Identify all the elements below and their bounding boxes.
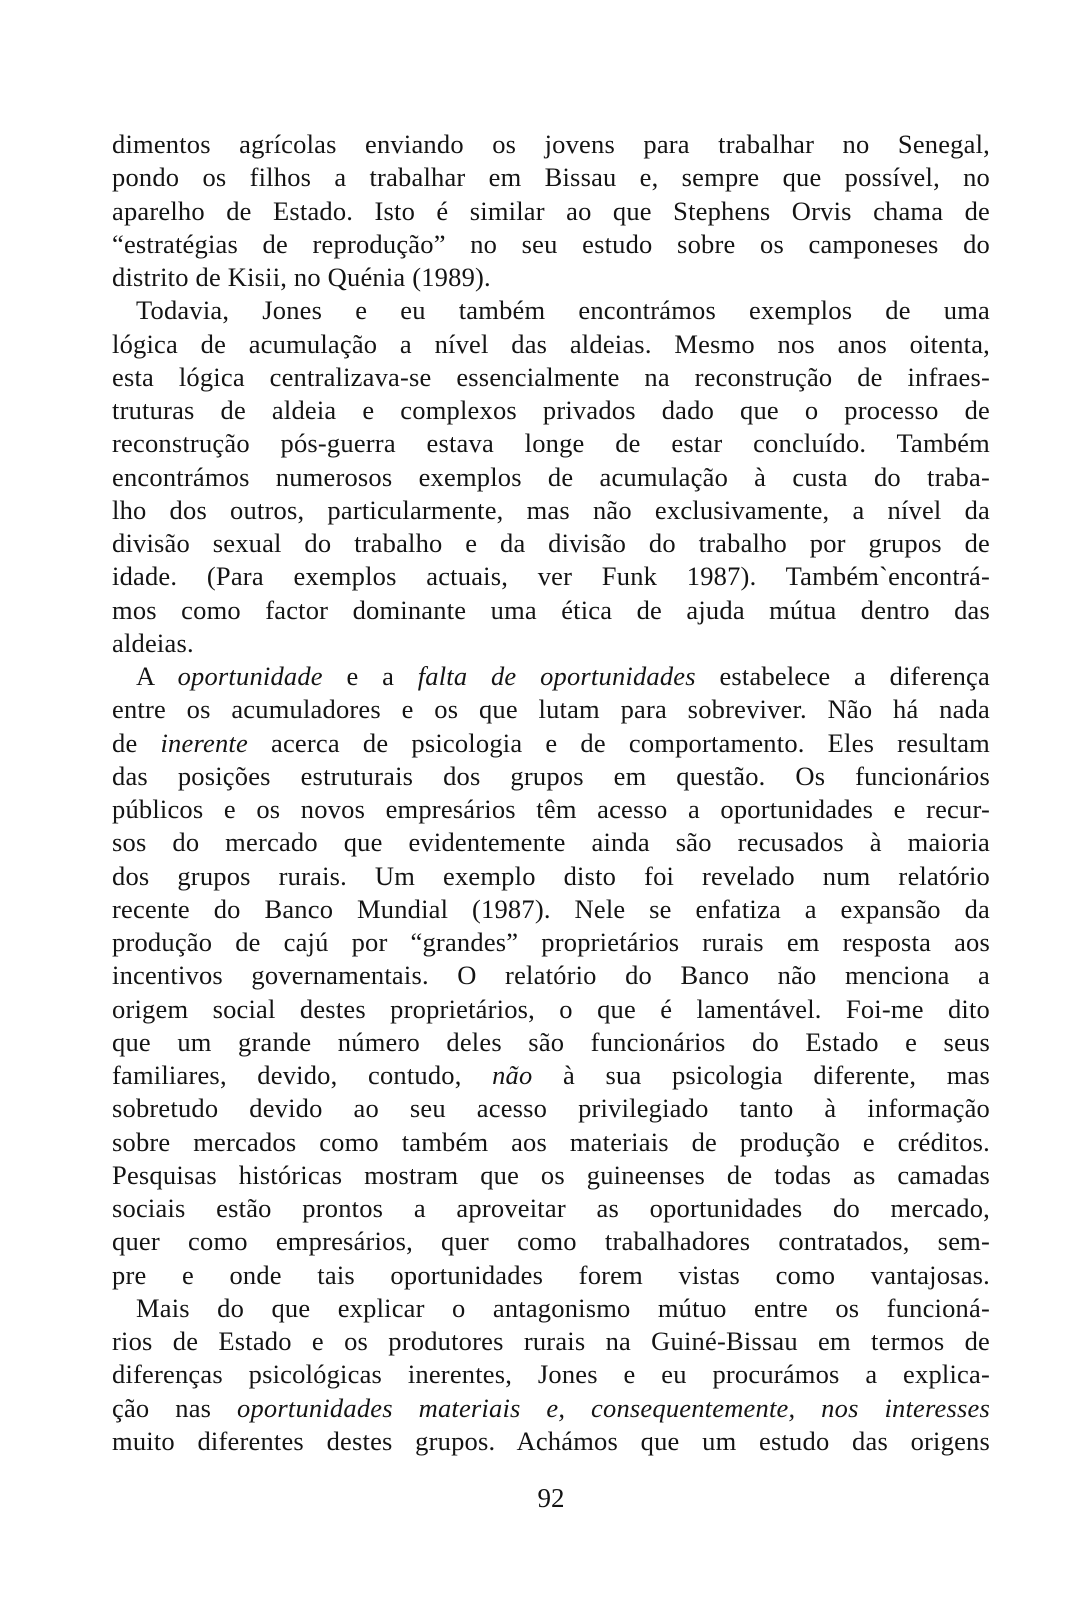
text-segment: encontrámos numerosos exemplos de acumulação à custa do traba-: [112, 461, 990, 492]
text-segment: e a: [322, 661, 418, 691]
text-line: [112, 427, 990, 460]
text-line: [112, 660, 990, 693]
text-line: [112, 1259, 990, 1292]
italic-text-segment: oportunidade: [177, 661, 323, 691]
text-segment: Mais do que explicar o antagonismo mútuo entre os funcioná-: [136, 1292, 990, 1323]
text-line: [112, 361, 990, 394]
text-segment: truturas de aldeia e complexos privados dado que o processo de: [112, 395, 990, 425]
text-line: [112, 527, 990, 560]
text-line: [112, 727, 990, 760]
text-line: [112, 1026, 990, 1059]
text-segment: Pesquisas históricas mostram que os guineenses de todas as camadas: [112, 1159, 990, 1190]
text-line: [112, 793, 990, 826]
text-segment: sos do mercado que evidentemente ainda são recusados à maioria: [112, 827, 990, 858]
text-line: [112, 261, 990, 294]
text-segment: reconstrução pós-guerra estava longe de estar concluído. Também: [112, 428, 990, 459]
text-segment: sociais estão prontos a aproveitar as oportunidades do mercado,: [112, 1193, 990, 1223]
text-line: [112, 926, 990, 959]
text-line: [112, 1159, 990, 1192]
text-segment: estabelece a diferença: [695, 661, 990, 691]
text-line: [112, 1358, 990, 1391]
text-segment: A: [136, 661, 178, 691]
text-segment: aparelho de Estado. Isto é similar ao que Stephens Orvis chama de: [112, 195, 990, 226]
text-line: [112, 760, 990, 793]
text-line: [112, 294, 990, 327]
text-segment: origem social destes proprietários, o que é lamentável. Foi-me dito: [112, 993, 990, 1024]
text-segment: diferenças psicológicas inerentes, Jones e eu procurámos a explica-: [112, 1359, 990, 1390]
text-segment: quer como empresários, quer como trabalhadores contratados, sem-: [112, 1226, 990, 1257]
text-line: [112, 627, 990, 660]
text-line: [112, 1092, 990, 1125]
text-segment: que um grande número deles são funcionários do Estado e seus: [112, 1026, 990, 1057]
text-line: [112, 394, 990, 427]
text-segment: esta lógica centralizava-se essencialmente na reconstrução de infraes-: [112, 361, 990, 392]
text-segment: rios de Estado e os produtores rurais na Guiné-Bissau em termos de: [112, 1326, 990, 1356]
text-line: [112, 195, 990, 228]
text-segment: acerca de psicologia e de comportamento. Eles resultam: [247, 727, 990, 758]
text-line: [112, 1425, 990, 1458]
text-line: [112, 826, 990, 859]
text-segment: Todavia, Jones e eu também encontrámos exemplos de uma: [136, 295, 990, 326]
text-segment: produção de cajú por “grandes” proprietários rurais em resposta aos: [112, 927, 990, 957]
text-line: [112, 494, 990, 527]
text-line: [112, 161, 990, 194]
text-segment: lógica de acumulação a nível das aldeias. Mesmo nos anos oitenta,: [112, 328, 990, 359]
text-segment: “estratégias de reprodução” no seu estudo sobre os camponeses do: [112, 228, 990, 259]
text-line: [112, 1225, 990, 1258]
page-number: 92: [537, 1483, 565, 1513]
italic-text-segment: não: [492, 1060, 533, 1090]
body-text: [112, 128, 990, 1458]
text-line: [112, 461, 990, 494]
text-segment: das posições estruturais dos grupos em questão. Os funcionários: [112, 760, 990, 791]
text-segment: pondo os filhos a trabalhar em Bissau e, sempre que possível, no: [112, 162, 990, 193]
text-segment: recente do Banco Mundial (1987). Nele se enfatiza a expansão da: [112, 893, 990, 924]
text-segment: ção nas: [112, 1392, 238, 1423]
text-line: [112, 1126, 990, 1159]
text-segment: entre os acumuladores e os que lutam para sobreviver. Não há nada: [112, 694, 990, 725]
text-segment: lho dos outros, particularmente, mas não exclusivamente, a nível da: [112, 494, 990, 525]
text-segment: aldeias.: [112, 627, 194, 658]
text-line: [112, 228, 990, 261]
text-segment: sobre mercados como também aos materiais de produção e créditos.: [112, 1126, 990, 1157]
text-segment: mos como factor dominante uma ética de ajuda mútua dentro das: [112, 594, 990, 625]
text-segment: de: [112, 727, 161, 758]
text-line: [112, 328, 990, 361]
text-line: [112, 693, 990, 726]
italic-text-segment: oportunidades materiais e, consequentemente, nos interesses: [237, 1392, 990, 1423]
text-segment: dimentos agrícolas enviando os jovens para trabalhar no Senegal,: [112, 129, 990, 159]
text-segment: pre e onde tais oportunidades forem vistas como vantajosas.: [112, 1259, 990, 1290]
text-line: [112, 1059, 990, 1092]
text-line: [112, 993, 990, 1026]
text-line: [112, 1192, 990, 1225]
text-segment: idade. (Para exemplos actuais, ver Funk 1987). Também`encontrá-: [112, 561, 990, 592]
text-line: [112, 893, 990, 926]
text-segment: muito diferentes destes grupos. Achámos que um estudo das origens: [112, 1425, 990, 1456]
text-segment: públicos e os novos empresários têm acesso a oportunidades e recur-: [112, 794, 990, 824]
italic-text-segment: falta de oportunidades: [417, 661, 696, 691]
text-segment: sobretudo devido ao seu acesso privilegiado tanto à informação: [112, 1093, 990, 1124]
text-segment: à sua psicologia diferente, mas: [532, 1060, 990, 1090]
text-segment: familiares, devido, contudo,: [112, 1060, 493, 1090]
text-segment: incentivos governamentais. O relatório do Banco não menciona a: [112, 960, 990, 991]
text-line: [112, 860, 990, 893]
text-segment: divisão sexual do trabalho e da divisão do trabalho por grupos de: [112, 528, 990, 558]
text-line: [112, 560, 990, 593]
text-line: [112, 594, 990, 627]
text-line: [112, 1292, 990, 1325]
text-line: [112, 959, 990, 992]
text-segment: distrito de Kisii, no Quénia (1989).: [112, 262, 491, 292]
text-segment: dos grupos rurais. Um exemplo disto foi revelado num relatório: [112, 860, 990, 891]
text-line: [112, 1325, 990, 1358]
text-line: [112, 128, 990, 161]
italic-text-segment: inerente: [160, 727, 248, 758]
text-line: [112, 1392, 990, 1425]
